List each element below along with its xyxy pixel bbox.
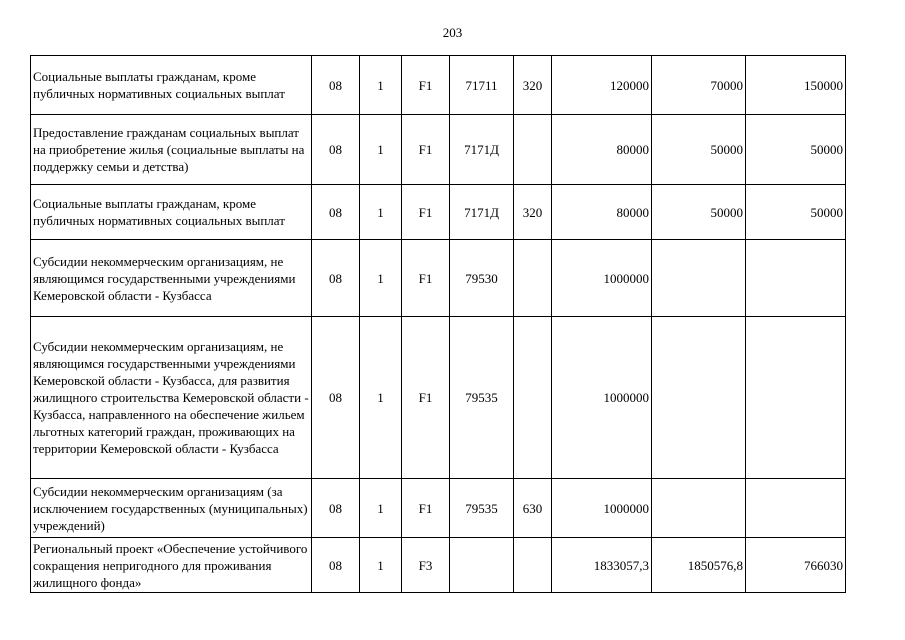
amount-year1-cell: 80000	[552, 185, 652, 240]
program-code-cell: F1	[402, 56, 450, 115]
expense-type-cell: 320	[514, 185, 552, 240]
expense-type-cell	[514, 538, 552, 593]
target-code-cell: 79535	[450, 479, 514, 538]
subsection-code-cell: 1	[360, 240, 402, 317]
section-code-cell: 08	[312, 56, 360, 115]
amount-year2-cell	[652, 240, 746, 317]
table-row	[31, 479, 846, 538]
section-code-cell: 08	[312, 479, 360, 538]
table-row	[31, 240, 846, 317]
amount-year3-cell	[746, 479, 846, 538]
expense-type-cell: 630	[514, 479, 552, 538]
subsection-code-cell: 1	[360, 479, 402, 538]
amount-year2-cell: 1850576,8	[652, 538, 746, 593]
section-code-cell: 08	[312, 317, 360, 479]
target-code-cell	[450, 538, 514, 593]
amount-year2-cell	[652, 317, 746, 479]
row-name-cell: Региональный проект «Обеспечение устойчивого сокращения непригодного для проживания жилищного фонда»	[31, 538, 312, 593]
page-number: 203	[442, 25, 463, 40]
program-code-cell: F1	[402, 479, 450, 538]
section-code-cell: 08	[312, 538, 360, 593]
subsection-code-cell: 1	[360, 115, 402, 185]
subsection-code-cell: 1	[360, 56, 402, 115]
row-name-cell: Субсидии некоммерческим организациям, не являющимся государственными учреждениями Кемеровской области - Кузбасса	[31, 240, 312, 317]
row-name-cell: Социальные выплаты гражданам, кроме публичных нормативных социальных выплат	[31, 185, 312, 240]
row-name-cell: Социальные выплаты гражданам, кроме публичных нормативных социальных выплат	[31, 56, 312, 115]
expense-type-cell	[514, 115, 552, 185]
amount-year3-cell: 150000	[746, 56, 846, 115]
target-code-cell: 79530	[450, 240, 514, 317]
table-row	[31, 538, 846, 593]
program-code-cell: F1	[402, 185, 450, 240]
expense-type-cell	[514, 317, 552, 479]
amount-year2-cell: 50000	[652, 185, 746, 240]
amount-year1-cell: 80000	[552, 115, 652, 185]
target-code-cell: 7171Д	[450, 185, 514, 240]
amount-year1-cell: 1000000	[552, 317, 652, 479]
subsection-code-cell: 1	[360, 317, 402, 479]
subsection-code-cell: 1	[360, 185, 402, 240]
expense-type-cell	[514, 240, 552, 317]
amount-year1-cell: 1000000	[552, 479, 652, 538]
amount-year2-cell	[652, 479, 746, 538]
amount-year1-cell: 1833057,3	[552, 538, 652, 593]
section-code-cell: 08	[312, 115, 360, 185]
target-code-cell: 71711	[450, 56, 514, 115]
row-name-cell: Предоставление гражданам социальных выплат на приобретение жилья (социальные выплаты на поддержку семьи и детства)	[31, 115, 312, 185]
target-code-cell: 79535	[450, 317, 514, 479]
amount-year1-cell: 120000	[552, 56, 652, 115]
amount-year3-cell: 766030	[746, 538, 846, 593]
amount-year3-cell: 50000	[746, 185, 846, 240]
table-row	[31, 317, 846, 479]
amount-year1-cell: 1000000	[552, 240, 652, 317]
program-code-cell: F1	[402, 317, 450, 479]
row-name-cell: Субсидии некоммерческим организациям (за исключением государственных (муниципальных) учреждений)	[31, 479, 312, 538]
amount-year2-cell: 70000	[652, 56, 746, 115]
table-row	[31, 185, 846, 240]
amount-year3-cell: 50000	[746, 115, 846, 185]
row-name-cell: Субсидии некоммерческим организациям, не являющимся государственными учреждениями Кемеровской области - Кузбасса, для развития жилищного строительства Кемеровской области - Кузбасса, направленного на обеспечение жильем льготных категорий граждан, проживающих на территории Кемеровской области - Кузбасса	[31, 317, 312, 479]
program-code-cell: F3	[402, 538, 450, 593]
table-row	[31, 115, 846, 185]
target-code-cell: 7171Д	[450, 115, 514, 185]
amount-year3-cell	[746, 240, 846, 317]
expense-type-cell: 320	[514, 56, 552, 115]
budget-table	[30, 55, 846, 593]
section-code-cell: 08	[312, 240, 360, 317]
amount-year3-cell	[746, 317, 846, 479]
subsection-code-cell: 1	[360, 538, 402, 593]
table-row	[31, 56, 846, 115]
amount-year2-cell: 50000	[652, 115, 746, 185]
program-code-cell: F1	[402, 115, 450, 185]
program-code-cell: F1	[402, 240, 450, 317]
section-code-cell: 08	[312, 185, 360, 240]
